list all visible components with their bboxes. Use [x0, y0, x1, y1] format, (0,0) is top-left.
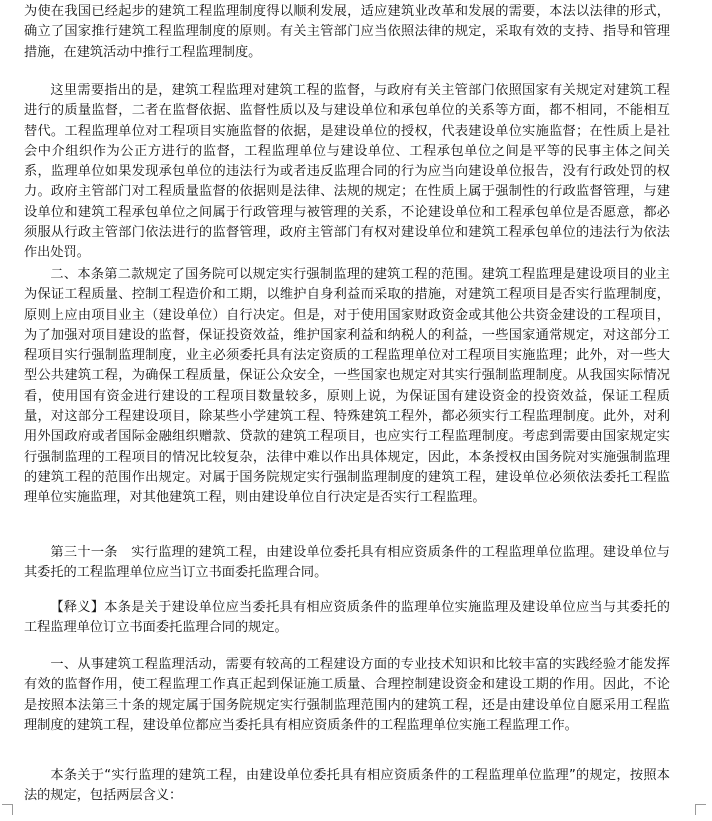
- paragraph-continuation: 为使在我国已经起步的建筑工程监理制度得以顺利发展，适应建筑业改革和发展的需要，本法以法律的形式，确立了国家推行建筑工程监理制度的原则。有关主管部门应当依照法律的规定，采取有效的支持、指导和管理措施，在建筑活动中推行工程监理制度。: [24, 4, 670, 60]
- paragraph-point-one: 一、从事建筑工程监理活动，需要有较高的工程建设方面的专业技术知识和比较丰富的实践经验才能发挥有效的监督作用，使工程监理工作真正起到保证施工质量、合理控制建设资金和建设工期的作用。因此，不论是按照本法第三十条的规定属于国务院规定实行强制监理范围内的建筑工程，还是由建设单位自愿采用工程监理制度的建筑工程，建设单位都应当委托具有相应资质条件的工程监理单位实施工程监理工作。: [24, 657, 670, 733]
- page-corner-mark-left: [2, 804, 13, 815]
- paragraph-supervision-difference: 这里需要指出的是，建筑工程监理对建筑工程的监督，与政府有关主管部门依照国家有关规定对建筑工程进行的质量监督，二者在监督依据、监督性质以及与建设单位和承包单位的关系等方面，都不相同，不能相互替代。工程监理单位对工程项目实施监督的依据，是建设单位的授权，代表建设单位实施监督；在性质上是社会中介组织作为公正方进行的监督，工程监理单位与建设单位、工程承包单位之间是平等的民事主体之间关系，监理单位如果发现承包单位的违法行为或者违反监理合同的行为应当向建设单位报告，没有行政处罚的权力。政府主管部门对工程质量监督的依据则是法律、法规的规定；在性质上属于强制性的行政监督管理，与建设单位和建筑工程承包单位之间属于行政管理与被管理的关系，不论建设单位和工程承包单位是否愿意，都必须服从行政主管部门依法进行的监督管理，政府主管部门有权对建设单位和建筑工程承包单位的违法行为依法作出处罚。: [24, 83, 670, 261]
- page-corner-mark-right: [695, 804, 706, 815]
- paragraph-mandatory-supervision-scope: 二、本条第二款规定了国务院可以规定实行强制监理的建筑工程的范围。建筑工程监理是建设项目的业主为保证工程质量、控制工程造价和工期，以维护自身利益而采取的措施，对建筑工程项目是否实行监理制度，原则上应由项目业主（建设单位）自行决定。但是，对于使用国家财政资金或其他公共资金建设的工程项目，为了加强对项目建设的监督，保证投资效益，维护国家利益和纳税人的利益，一些国家通常规定，对这部分工程项目实行强制监理制度，业主必须委托具有法定资质的工程监理单位对工程项目实施监理；此外，对一些大型公共建筑工程，为确保工程质量，保证公众安全，一些国家也规定对其实行强制监理制度。从我国实际情况看，使用国有资金进行建设的工程项目数量较多，原则上说，为保证国有建设资金的投资效益，保证工程质量，对这部分工程建设项目，除某些小学建筑工程、特殊建筑工程外，都必须实行工程监理制度。此外，对利用外国政府或者国际金融组织赠款、贷款的建筑工程项目，也应实行工程监理制度。考虑到需要由国家规定实行强制监理的工程项目的情况比较复杂，法律中难以作出具体规定，因此，本条授权由国务院对实施强制监理的建筑工程的范围作出规定。对属于国务院规定实行强制监理制度的建筑工程，建设单位必须依法委托工程监理单位实施监理，对其他建筑工程，则由建设单位自行决定是否实行工程监理。: [24, 267, 670, 506]
- paragraph-article-31: 第三十一条 实行监理的建筑工程，由建设单位委托具有相应资质条件的工程监理单位监理。建设单位与其委托的工程监理单位应当订立书面委托监理合同。: [24, 545, 670, 581]
- paragraph-two-meanings: 本条关于“实行监理的建筑工程，由建设单位委托具有相应资质条件的工程监理单位监理”的规定，按照本法的规定，包括两层含义：: [24, 768, 670, 804]
- paragraph-interpretation: 【释义】本条是关于建设单位应当委托具有相应资质条件的监理单位实施监理及建设单位应当与其委托的工程监理单位订立书面委托监理合同的规定。: [24, 600, 670, 636]
